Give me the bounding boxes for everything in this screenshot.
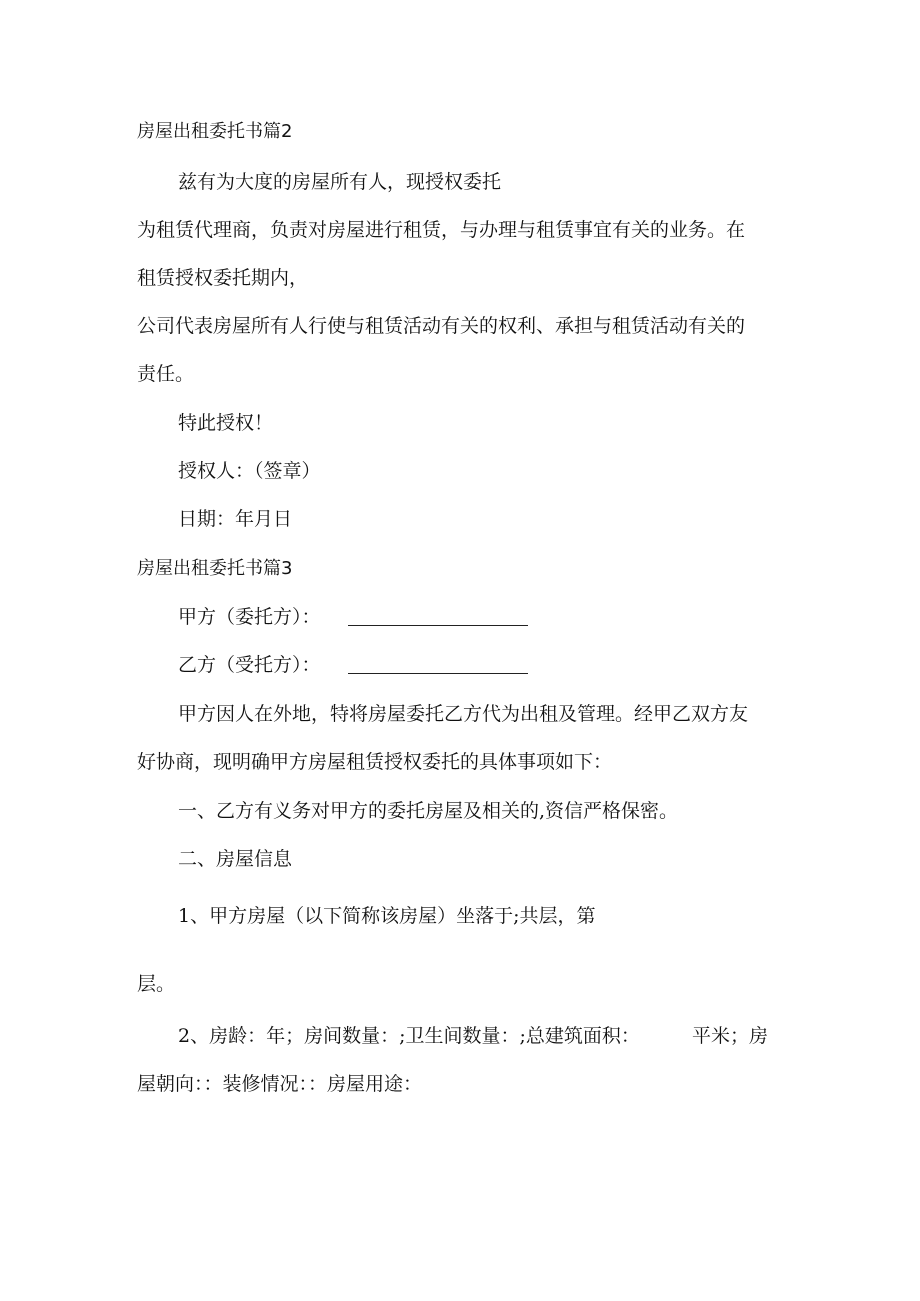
party-b-blank — [348, 673, 528, 674]
authorize-text: 特此授权！ — [178, 412, 274, 434]
section2-para3-line2: 责任。 — [137, 363, 195, 385]
subclause-2-line2: 屋朝向：：装修情况：：房屋用途： — [137, 1073, 423, 1095]
party-b-label: 乙方（受托方）： — [178, 654, 321, 676]
party-a-label: 甲方（委托方）： — [178, 606, 321, 628]
section2-para2-line1: 为租赁代理商，负责对房屋进行租赁，与办理与租赁事宜有关的业务。在 — [137, 219, 746, 241]
intro-line2: 好协商，现明确甲方房屋租赁授权委托的具体事项如下： — [137, 751, 613, 773]
subclause-2-line1a: 2、房龄：年；房间数量：;卫生间数量：;总建筑面积： — [178, 1025, 640, 1047]
subclause-1-line1: 1、甲方房屋（以下简称该房屋）坐落于;共层，第 — [178, 905, 596, 927]
clause-1: 一、乙方有义务对甲方的委托房屋及相关的,资信严格保密。 — [178, 800, 679, 822]
subclause-2-line1b: 平米；房 — [692, 1025, 769, 1047]
section3-heading: 房屋出租委托书篇3 — [137, 558, 293, 579]
section2-para3-line1: 公司代表房屋所有人行使与租赁活动有关的权利、承担与租赁活动有关的 — [137, 315, 746, 337]
signer-line: 授权人：（签章） — [178, 460, 321, 482]
clause-2: 二、房屋信息 — [178, 848, 293, 870]
section2-para2-line2: 租赁授权委托期内， — [137, 267, 309, 289]
date-line: 日期：年月日 — [178, 508, 293, 530]
section2-para1: 兹有为大度的房屋所有人，现授权委托 — [178, 171, 502, 193]
party-a-blank — [348, 625, 528, 626]
subclause-1-line2: 层。 — [137, 973, 176, 995]
section2-heading: 房屋出租委托书篇2 — [137, 121, 293, 142]
intro-line1: 甲方因人在外地，特将房屋委托乙方代为出租及管理。经甲乙双方友 — [178, 703, 749, 725]
